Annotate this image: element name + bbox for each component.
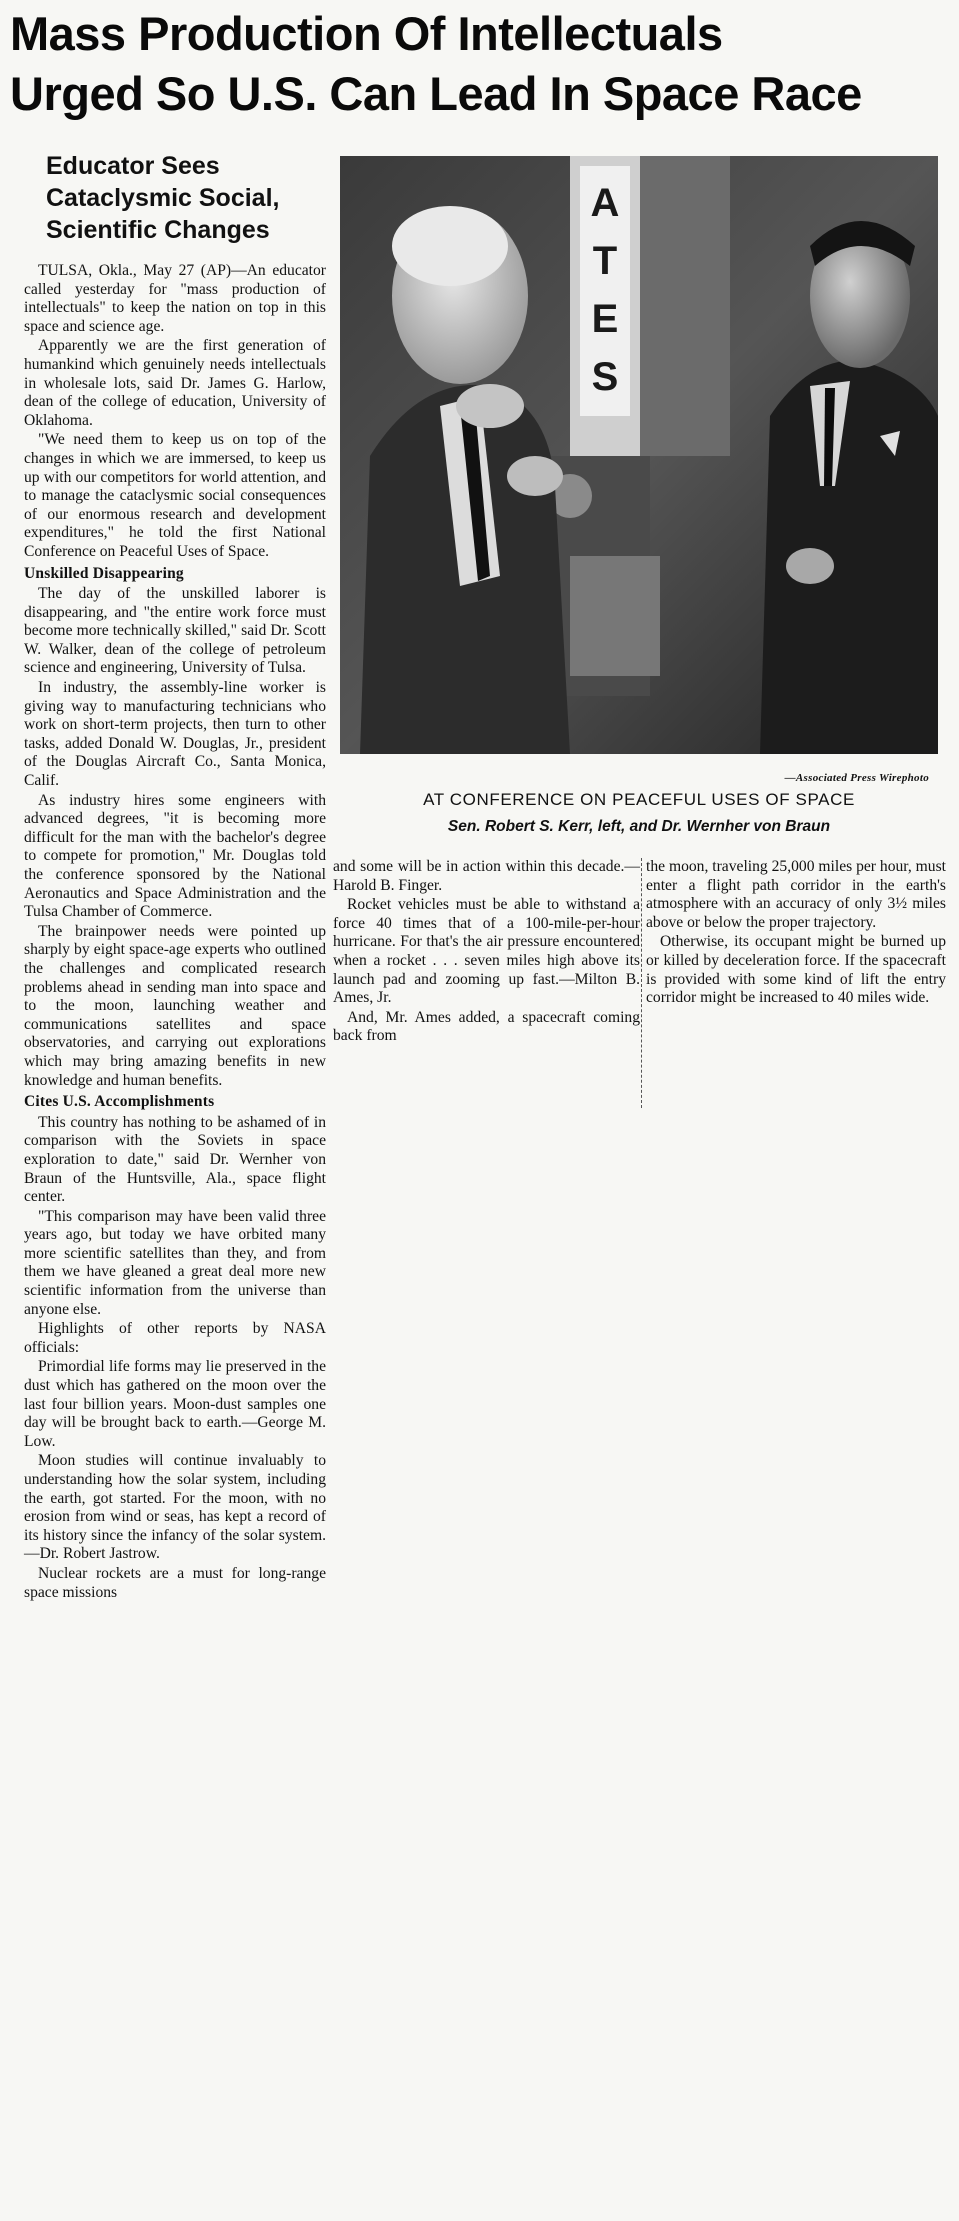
paragraph: Moon studies will continue invaluably to understanding how the solar system, including the earth, got started. For the moon, with no erosion from wind or seas, has kept a record of its history since the infancy of the solar system.—Dr. Robert Jastrow. [24,1452,326,1563]
subheadline-deck [46,150,336,246]
paragraph: And, Mr. Ames added, a spacecraft coming back from [333,1008,640,1045]
paragraph: "We need them to keep us on top of the changes in which we are immersed, to keep us up with our competitors for world attention, and to manage the cataclysmic social consequences of our enormous research and development expenditures," he told the first National Conference on Peaceful Uses of Space. [24,431,326,560]
paragraph: and some will be in action within this decade.—Harold B. Finger. [333,858,640,894]
wirephoto [340,156,938,754]
deck-line-1: Educator Sees [46,152,220,180]
paragraph: The brainpower needs were pointed up sharply by eight space-age experts who outlined the challenges and complicated research problems ahead in sending man into space and to the moon, launching weather and communications satellites and space observatories, and carrying out explorations which may bring amazing benefits in new knowledge and human benefits. [24,922,326,1089]
headline-line-1: Mass Production Of Intellectuals [10,7,723,60]
paragraph: Highlights of other reports by NASA officials: [24,1320,326,1356]
article-column-2 [333,858,640,1047]
headline [10,4,955,124]
deck-line-3: Scientific Changes [46,216,270,244]
paragraph: The day of the unskilled laborer is disappearing, and "the entire work force must become more technically skilled," said Dr. Scott W. Walker, dean of the college of petroleum science and engineering, University of Tulsa. [24,585,326,677]
photo-caption-title: AT CONFERENCE ON PEACEFUL USES OF SPACE [423,790,855,809]
paragraph: Apparently we are the first generation of humankind which genuinely needs intellectuals in wholesale lots, said Dr. James G. Harlow, dean of the college of education, University of Oklahoma. [24,337,326,429]
section-subhead: Cites U.S. Accomplishments [24,1093,215,1111]
paragraph: "This comparison may have been valid three years ago, but today we have orbited many more scientific satellites than they, and from them we have gleaned a great deal more new scientific information from the universe than anyone else. [24,1207,326,1318]
deck-line-2: Cataclysmic Social, [46,184,280,212]
photo-image [340,156,938,754]
paragraph: As industry hires some engineers with advanced degrees, "it is becoming more difficult for the man with the bachelor's degree to compete for promotion," Mr. Douglas told the conference sponsored by the National Aeronautics and Space Administration and the Tulsa Chamber of Commerce. [24,791,326,921]
paragraph: Rocket vehicles must be able to withstand a force 40 times that of a 100-mile-per-hour hurricane. For that's the air pressure encountered when a rocket . . . seven miles high above its launch pad and zooming up fast.—Milton B. Ames, Jr. [333,896,640,1007]
article-column-3 [646,858,946,1009]
paragraph: Nuclear rockets are a must for long-range space missions [24,1564,326,1601]
paragraph: This country has nothing to be ashamed of in comparison with the Soviets in space exploration to date," said Dr. Wernher von Braun of the Huntsville, Ala., space flight center. [24,1113,326,1206]
paragraph: Otherwise, its occupant might be burned up or killed by deceleration force. If the spacecraft is provided with some kind of lift the entry corridor might be increased to 40 miles wide. [646,933,946,1007]
photo-credit: —Associated Press Wirephoto [784,772,929,784]
column-divider [641,858,643,1108]
sign-letter: S [591,355,619,399]
sign-letter: E [591,297,619,341]
headline-line-2: Urged So U.S. Can Lead In Space Race [10,67,862,120]
sign-letter: A [590,181,620,225]
paragraph: TULSA, Okla., May 27 (AP)—An educator called yesterday for "mass production of intellectuals" to keep the nation on top in this space and science age. [24,262,326,335]
section-subhead: Unskilled Disappearing [24,564,184,582]
article-column-1 [24,262,326,1603]
paragraph: In industry, the assembly-line worker is giving way to manufacturing technicians who work on short-term projects, then turn to other tasks, added Donald W. Douglas, Jr., president of the Douglas Aircraft Co., Santa Monica, Calif. [24,679,326,790]
photo-caption-subtitle: Sen. Robert S. Kerr, left, and Dr. Wernher von Braun [447,818,831,835]
paragraph: Primordial life forms may lie preserved in the dust which has gathered on the moon over the last four billion years. Moon-dust samples one day will be brought back to earth.—George M. Low. [24,1358,326,1450]
sign-letter: T [592,239,618,283]
paragraph: the moon, traveling 25,000 miles per hour, must enter a flight path corridor in the earth's atmosphere with an accuracy of only 3½ miles above or below the proper trajectory. [646,858,946,931]
